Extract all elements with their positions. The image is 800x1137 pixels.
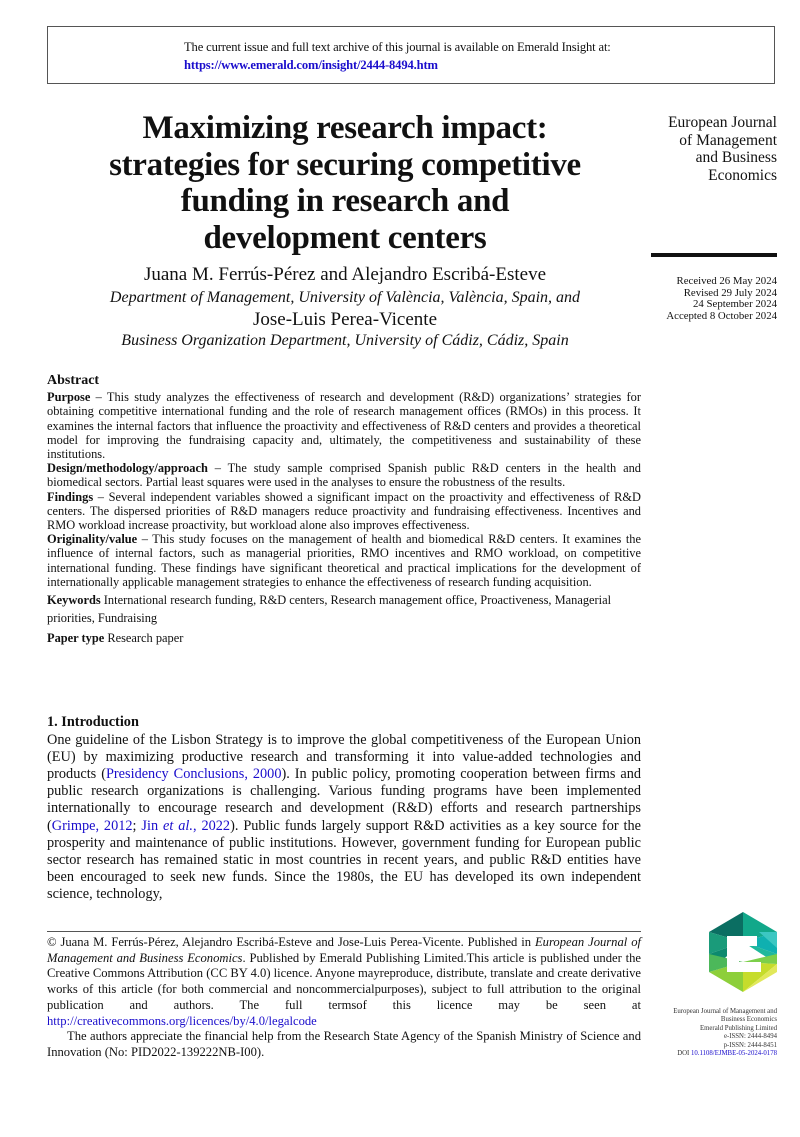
abstract-heading: Abstract	[47, 373, 100, 388]
copyright-text: . Published by Emerald Publishing Limited.This article is published under the Creative Commons Attribution (CC BY 4.0) licence. Anyone mayreproduce, distribute, translate and create derivative works of this article (for both commercial and noncommercialpurposes), subject to full attribution to the original publication and authors. The full termsof this licence may be seen at	[47, 950, 642, 1012]
section-label: Findings	[47, 489, 94, 504]
meta-journal-line: European Journal of Management and	[673, 1008, 777, 1015]
section-text: – This study analyzes the effectiveness of research and development (R&D) organizations’ strategies for obtaining competitive international funding and the role of research management offices (RMOs) in this process. It examines the internal factors that influence the proactivity and effectiveness of R&D centers and provides a theoretical model for improving the fundraising capacity and, ultimately, the competitiveness and sustainability of these institutions.	[47, 390, 641, 462]
keywords-text: International research funding, R&D centers, Research management office, Proactiveness, Managerial priorities, Fundraising	[47, 593, 612, 625]
section-text: – Several independent variables showed a significant impact on the proactivity and effectiveness of R&D centers. The dispersed priorities of R&D managers reduce proactivity and fundraising effectiveness. Incentives and RMO workload increase proactivity, but workload alone also improves effectiveness.	[47, 489, 641, 533]
body-text: One guideline of the Lisbon Strategy is to improve the global competitiveness of the European Union (EU) by maximizing productive research and transforming it into value-added technologies and products (	[47, 732, 641, 783]
abstract-design	[47, 461, 641, 489]
paper-type-label: Paper type	[47, 631, 105, 646]
citation-etal: et al.	[163, 817, 193, 834]
section-text: – The study sample comprised Spanish public R&D centers in the health and biomedical sectors. Partial least squares were used in the analyses to ensure the robustness of the results.	[47, 461, 641, 490]
introduction-section	[47, 714, 641, 903]
authors-group-2: Jose-Luis Perea-Vicente	[252, 309, 438, 330]
title-line: funding in research and	[180, 183, 510, 219]
meta-doi	[673, 1050, 777, 1058]
citation-link[interactable]: Presidency Conclusions, 2000	[105, 766, 282, 783]
journal-name-line: Economics	[708, 166, 777, 184]
section-label: Purpose	[47, 390, 91, 405]
title-line: strategies for securing competitive	[109, 146, 581, 183]
licence-link[interactable]: http://creativecommons.org/licences/by/4.0/legalcode	[47, 1013, 317, 1028]
citation-separator: ;	[132, 817, 142, 834]
journal-name	[617, 114, 777, 184]
revised-date: Revised 29 July 2024	[683, 286, 777, 299]
doi-label: DOI	[677, 1050, 691, 1058]
footnote-divider	[47, 931, 641, 932]
body-text: ). Public funds largely support R&D activities as a key source for the prosperity and maintenance of public institutions. However, government funding for European public sector research has remained static in most countries in recent years, and public R&D entities have been encouraged to seek new funds. Since the 1980s, the EU has developed its own independent science, technology,	[47, 817, 641, 902]
keywords	[47, 592, 641, 627]
introduction-heading: 1. Introduction	[47, 714, 139, 730]
citation-author: Jin	[141, 817, 164, 834]
journal-name-italic: European Journal of Management and Business Economics	[47, 935, 641, 965]
introduction-paragraph	[47, 732, 641, 903]
article-history-dates	[666, 276, 777, 322]
journal-name-line: European Journal	[668, 114, 777, 131]
journal-availability-banner	[47, 26, 775, 84]
citation-year: , 2022	[192, 817, 231, 834]
abstract-originality	[47, 532, 641, 589]
doi-link[interactable]: 10.1108/EJMBE-05-2024-0178	[690, 1050, 777, 1058]
section-text: – This study focuses on the management of health and biomedical R&D centers. It examines the influence of internal factors, such as managerial priorities, RMO incentives and RMO workload, on competitive international funding. These findings have significant theoretical and practical implications for the development of internationally applicable management strategies to enhance the effectiveness of research funding acquisition.	[47, 532, 641, 589]
journal-name-line: and Business	[695, 149, 777, 166]
affiliation-1: Department of Management, University of València, València, Spain, and	[109, 289, 581, 306]
copyright-notice	[47, 935, 641, 1029]
abstract-purpose	[47, 390, 641, 461]
paper-type	[47, 630, 641, 648]
paper-type-text: Research paper	[104, 631, 184, 646]
publication-metadata	[673, 1008, 777, 1058]
citation-link[interactable]: Grimpe, 2012	[51, 817, 133, 834]
keywords-label: Keywords	[47, 593, 101, 608]
meta-publisher: Emerald Publishing Limited	[699, 1024, 777, 1032]
journal-divider	[651, 253, 777, 257]
title-line: Maximizing research impact:	[142, 110, 548, 146]
meta-journal-line: Business Economics	[720, 1016, 777, 1024]
revised-date-2: 24 September 2024	[693, 298, 777, 311]
meta-pissn: p-ISSN: 2444-8451	[723, 1041, 777, 1049]
abstract	[47, 374, 641, 648]
abstract-findings	[47, 490, 641, 533]
authors-group-1: Juana M. Ferrús-Pérez and Alejandro Escribá-Esteve	[143, 264, 547, 285]
availability-text: The current issue and full text archive of this journal is available on Emerald Insight at:	[184, 40, 611, 54]
received-date: Received 26 May 2024	[676, 275, 777, 287]
journal-url-link[interactable]: https://www.emerald.com/insight/2444-8494.htm	[184, 58, 438, 72]
copyright-text: © Juana M. Ferrús-Pérez, Alejandro Escribá-Esteve and Jose-Luis Perea-Vicente. Published in	[47, 935, 535, 949]
body-text: ). In public policy, promoting cooperation between firms and public research organizations is challenging. Various funding programs have been implemented internationally to encourage research and development (R&D) efforts and research partnerships (	[47, 766, 641, 834]
title-line: development centers	[203, 219, 487, 256]
meta-eissn: e-ISSN: 2444-8494	[723, 1033, 777, 1041]
journal-name-line: of Management	[679, 131, 777, 149]
copyright-footnote	[47, 935, 641, 1061]
accepted-date: Accepted 8 October 2024	[666, 309, 777, 322]
section-label: Originality/value	[47, 532, 138, 547]
affiliation-2: Business Organization Department, University of Cádiz, Cádiz, Spain	[121, 332, 569, 349]
funding-acknowledgement: The authors appreciate the financial help from the Research State Agency of the Spanish Ministry of Science and Innovation (No: PID2022-139222NB-I00).	[47, 1029, 641, 1059]
emerald-hexagon-logo-icon	[709, 912, 777, 992]
citation-link[interactable]	[141, 818, 230, 834]
section-label: Design/methodology/approach	[47, 461, 208, 476]
article-title	[60, 110, 630, 256]
